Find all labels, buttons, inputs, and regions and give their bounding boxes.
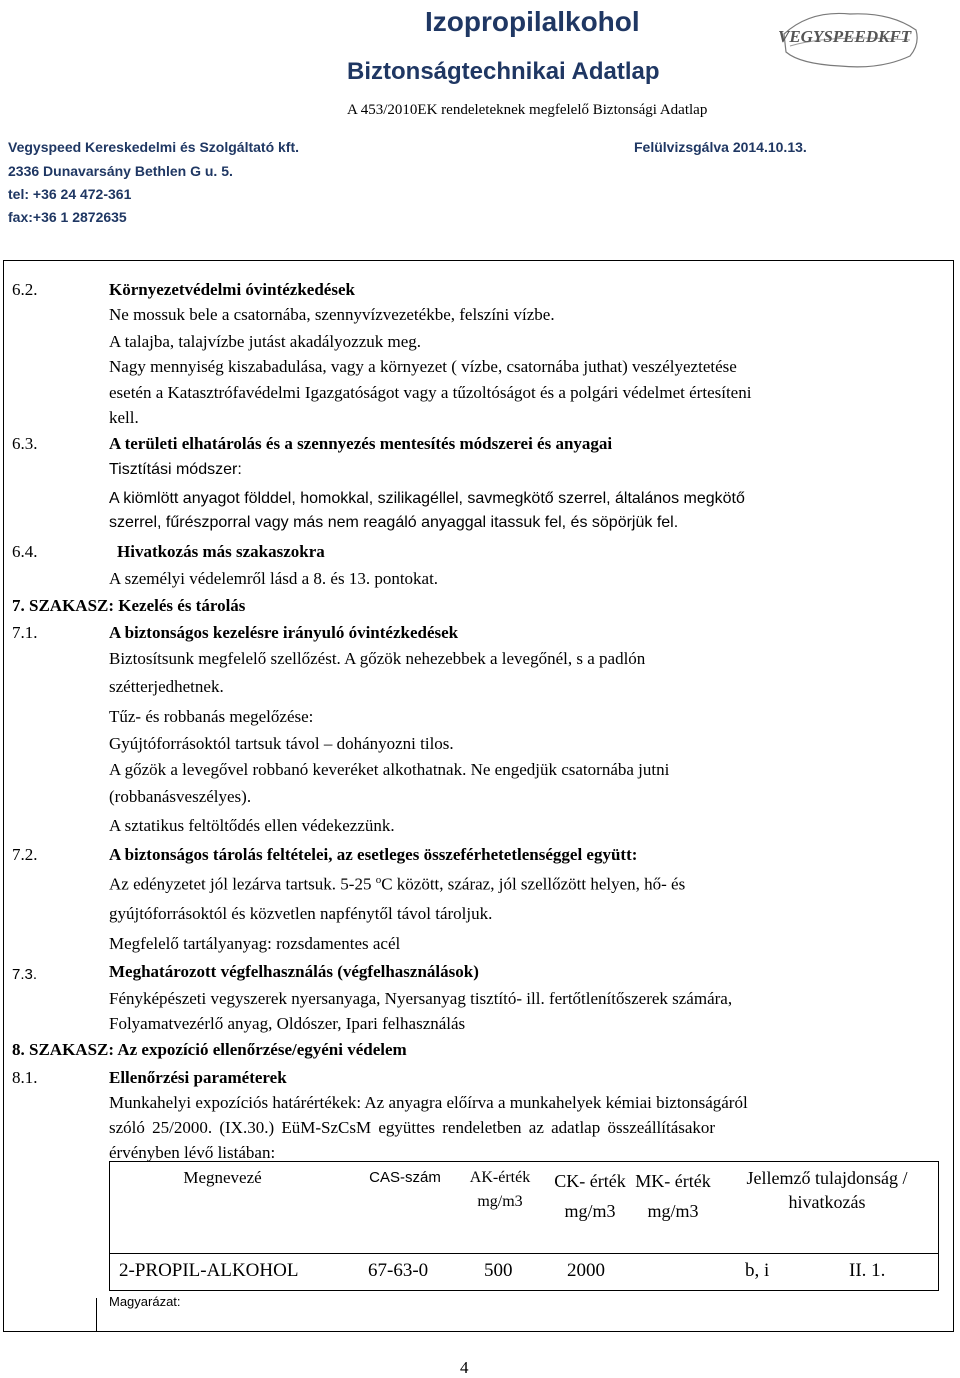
section-heading: Környezetvédelmi óvintézkedések xyxy=(109,280,355,299)
text-fragment: Az edényzetet jól lezárva tartsuk. 5-25 xyxy=(109,874,376,894)
company-address: 2336 Dunavarsány Bethlen G u. 5. xyxy=(8,163,233,179)
table-header-cell: Megnevezé xyxy=(183,1168,262,1187)
table-header-cell: CAS-szám xyxy=(369,1169,441,1186)
text-line: esetén a Katasztrófavédelmi Igazgatóságot vagy a tűzoltóságot és a polgári védelmet értesíteni xyxy=(109,383,752,402)
text-line xyxy=(109,874,685,895)
table-note: Magyarázat: xyxy=(109,1294,181,1309)
text-line: érvényben lévő listában: xyxy=(109,1143,276,1162)
section-number: 7.2. xyxy=(12,845,38,864)
logo-text: VEGYSPEEDKFT xyxy=(778,27,912,46)
section-heading: Meghatározott végfelhasználás (végfelhasználások) xyxy=(109,962,479,981)
text-line: Folyamatvezérlő anyag, Oldószer, Ipari felhasználás xyxy=(109,1014,466,1033)
company-phone: tel: +36 24 472-361 xyxy=(8,186,132,202)
section-heading: Ellenőrzési paraméterek xyxy=(109,1068,287,1087)
table-cell: II. 1. xyxy=(849,1260,886,1281)
text-fragment: C között, száraz, jól szellőzött helyen, hő- és xyxy=(381,874,686,894)
company-name: Vegyspeed Kereskedelmi és Szolgáltató kft. xyxy=(8,139,300,155)
text-line: szétterjedhetnek. xyxy=(109,677,224,696)
text-line: Biztosítsunk megfelelő szellőzést. A gőzök nehezebbek a levegőnél, s a padlón xyxy=(109,649,646,668)
document-subtitle: Biztonságtechnikai Adatlap xyxy=(347,58,660,85)
text-line: (robbanásveszélyes). xyxy=(109,787,252,806)
section-heading: A területi elhatárolás és a szennyezés mentesítés módszerei és anyagai xyxy=(109,434,613,453)
text-line: A személyi védelemről lásd a 8. és 13. pontokat. xyxy=(109,569,439,588)
text-line: Fényképészeti vegyszerek nyersanyaga, Nyersanyag tisztító- ill. fertőtlenítőszerek számára, xyxy=(109,989,733,1008)
section-heading: Hivatkozás más szakaszokra xyxy=(117,542,325,561)
table-right-border xyxy=(938,1161,939,1291)
text-line: Nagy mennyiség kiszabadulása, vagy a környezet ( vízbe, csatornába juthat) veszélyeztetése xyxy=(109,357,737,376)
table-top-border xyxy=(109,1161,939,1162)
section-number: 6.4. xyxy=(12,542,38,561)
text-line: szóló 25/2000. (IX.30.) EüM-SzCsM együttes rendeletben az adatlap összeállításakor xyxy=(109,1118,716,1137)
section-number: 6.2. xyxy=(12,280,38,299)
text-line: Tisztítási módszer: xyxy=(109,461,242,478)
text-line: A gőzök a levegővel robbanó keveréket alkothatnak. Ne engedjük csatornába jutni xyxy=(109,760,670,779)
text-line: Megfelelő tartályanyag: rozsdamentes acél xyxy=(109,934,401,953)
page-number: 4 xyxy=(460,1358,469,1377)
text-line: A talajba, talajvízbe jutást akadályozzuk meg. xyxy=(109,332,422,351)
table-bottom-border xyxy=(109,1290,939,1291)
column-divider xyxy=(96,1298,97,1332)
table-header-cell: Jellemző tulajdonság / hivatkozás xyxy=(746,1168,908,1212)
section-number: 7.3. xyxy=(12,966,38,983)
section-title: 7. SZAKASZ: Kezelés és tárolás xyxy=(12,596,246,615)
section-heading: A biztonságos kezelésre irányuló óvintézkedések xyxy=(109,623,459,642)
company-fax: fax:+36 1 2872635 xyxy=(8,209,127,225)
table-cell: 2-PROPIL-ALKOHOL xyxy=(119,1260,299,1281)
table-header-border xyxy=(109,1253,939,1254)
table-header-cell: AK-érték mg/m3 xyxy=(469,1169,531,1210)
text-line: Munkahelyi expozíciós határértékek: Az anyagra előírva a munkahelyek kémiai biztonságáról xyxy=(109,1093,748,1112)
text-line: Gyújtóforrásoktól tartsuk távol – dohányozni tilos. xyxy=(109,734,454,753)
table-cell: 2000 xyxy=(567,1260,605,1281)
text-line: A sztatikus feltöltődés ellen védekezzünk. xyxy=(109,816,395,835)
table-cell: 67-63-0 xyxy=(368,1260,429,1281)
table-header-cell: CK- érték mg/m3 xyxy=(554,1171,626,1221)
regulation-line: A 453/2010EK rendeleteknek megfelelő Biztonsági Adatlap xyxy=(347,102,708,118)
text-line: szerrel, fűrészporral vagy más nem reagáló anyaggal itassuk fel, és söpörjük fel. xyxy=(109,514,679,531)
revision-date: Felülvizsgálva 2014.10.13. xyxy=(634,139,807,155)
section-number: 7.1. xyxy=(12,623,38,642)
section-number: 8.1. xyxy=(12,1068,38,1087)
degree-superscript: o xyxy=(375,874,382,886)
table-header-cell: MK- érték mg/m3 xyxy=(635,1171,711,1221)
text-line: kell. xyxy=(109,408,139,427)
section-title: 8. SZAKASZ: Az expozíció ellenőrzése/egyéni védelem xyxy=(12,1040,407,1059)
text-line: A kiömlött anyagot földdel, homokkal, szilikagéllel, savmegkötő szerrel, általános megkötő xyxy=(109,490,745,507)
text-line: gyújtóforrásoktól és közvetlen napfénytől távol tároljuk. xyxy=(109,904,493,923)
table-cell: 500 xyxy=(484,1260,513,1281)
table-cell: b, i xyxy=(745,1260,770,1281)
section-heading: A biztonságos tárolás feltételei, az esetleges összeférhetetlenséggel együtt: xyxy=(109,845,638,864)
company-logo xyxy=(770,4,930,74)
text-line: Tűz- és robbanás megelőzése: xyxy=(109,707,314,726)
document-title: Izopropilalkohol xyxy=(425,6,640,37)
section-number: 6.3. xyxy=(12,434,38,453)
text-line: Ne mossuk bele a csatornába, szennyvízvezetékbe, felszíni vízbe. xyxy=(109,305,555,324)
